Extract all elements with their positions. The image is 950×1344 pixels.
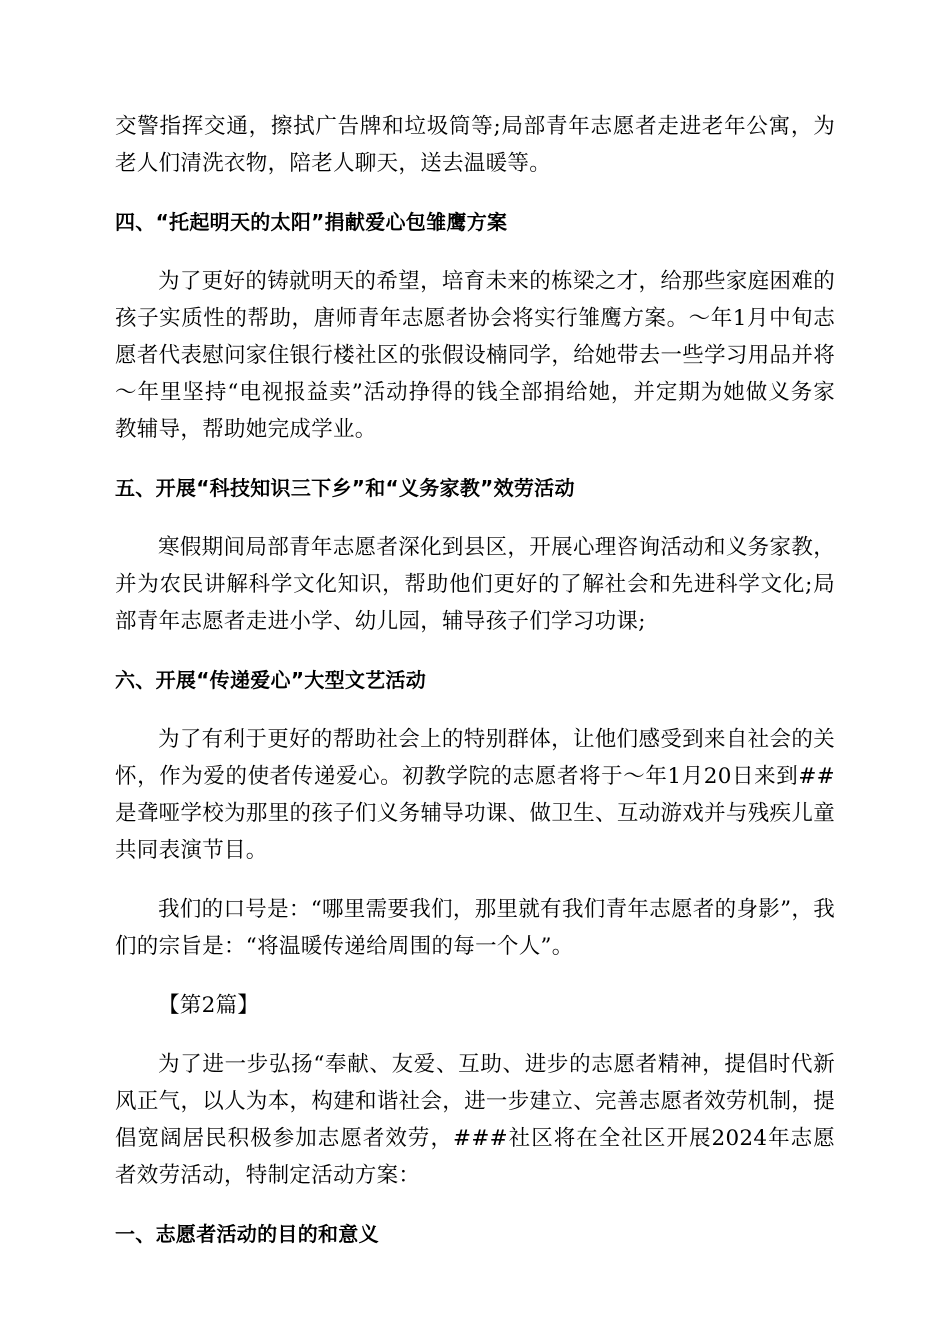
- section-heading-5: 五、开展“科技知识三下乡”和“义务家教”效劳活动: [115, 476, 575, 500]
- section-heading-4: 四、“托起明天的太阳”捐献爱心包雏鹰方案: [115, 210, 508, 234]
- paragraph-section-4: 为了更好的铸就明天的希望，培育未来的栋梁之才，给那些家庭困难的孩子实质性的帮助，唐师青年志愿者协会将实行雏鹰方案。～年1月中旬志愿者代表慰问家住银行楼社区的张假设楠同学，给她带去一些学习用品并将～年里坚持“电视报益卖”活动挣得的钱全部捐给她，并定期为她做义务家教辅导，帮助她完成学业。: [115, 269, 835, 442]
- paragraph-intro: 为了进一步弘扬“奉献、友爱、互助、进步的志愿者精神，提倡时代新风正气，以人为本，构建和谐社会，进一步建立、完善志愿者效劳机制，提倡宽阔居民积极参加志愿者效劳，###社区将在全社区开展2024年志愿者效劳活动，特制定活动方案：: [115, 1052, 835, 1188]
- paragraph-section-5: 寒假期间局部青年志愿者深化到县区，开展心理咨询活动和义务家教，并为农民讲解科学文化知识，帮助他们更好的了解社会和先进科学文化;局部青年志愿者走进小学、幼儿园，辅导孩子们学习功课;: [115, 535, 835, 634]
- section-heading-6: 六、开展“传递爱心”大型文艺活动: [115, 668, 427, 692]
- part-label: 【第2篇】: [158, 993, 260, 1018]
- paragraph-section-6: 为了有利于更好的帮助社会上的特别群体，让他们感受到来自社会的关怀，作为爱的使者传递爱心。初教学院的志愿者将于～年1月20日来到##是聋哑学校为那里的孩子们义务辅导功课、做卫生、互动游戏并与残疾儿童共同表演节目。: [115, 727, 835, 863]
- paragraph-slogan: 我们的口号是：“哪里需要我们，那里就有我们青年志愿者的身影”，我们的宗旨是：“将温暖传递给周围的每一个人”。: [115, 897, 835, 959]
- document-page: [115, 108, 835, 1275]
- section-heading-1: 一、志愿者活动的目的和意义: [115, 1222, 379, 1246]
- paragraph-continuation: 交警指挥交通，擦拭广告牌和垃圾筒等;局部青年志愿者走进老年公寓，为老人们清洗衣物，陪老人聊天，送去温暖等。: [115, 114, 835, 176]
